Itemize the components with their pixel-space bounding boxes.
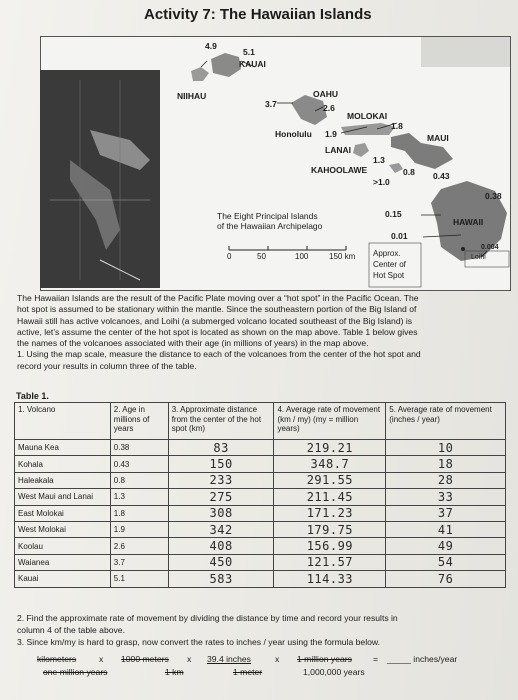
paragraph-line: Hawaii still has active volcanoes, and Loihi (a submerged volcano located southeast of the Big Island) is bbox=[17, 315, 413, 326]
hotspot-label-3: Hot Spot bbox=[373, 271, 405, 280]
age-cell: 0.38 bbox=[110, 440, 168, 456]
niihau-age: 4.9 bbox=[205, 41, 217, 51]
age-cell: 5.1 bbox=[110, 571, 168, 587]
table-row bbox=[15, 456, 506, 472]
hawaii-label: HAWAII bbox=[453, 217, 484, 227]
rate-in-cell: 37 bbox=[386, 505, 506, 521]
formula-result: _____ inches/year bbox=[387, 654, 458, 664]
age-cell: 1.9 bbox=[110, 521, 168, 537]
rate-km-cell: 121.57 bbox=[274, 554, 386, 570]
hotspot-marker bbox=[461, 247, 465, 251]
distance-cell: 308 bbox=[168, 505, 274, 521]
distance-cell: 275 bbox=[168, 489, 274, 505]
rate-in-cell: 54 bbox=[386, 554, 506, 570]
table-body bbox=[15, 440, 506, 588]
volcano-cell: West Molokai bbox=[15, 521, 111, 537]
formula-1-km: 1 km bbox=[165, 667, 184, 677]
loihi-label: Loihi bbox=[471, 254, 486, 261]
rate-in-cell: 10 bbox=[386, 440, 506, 456]
kahoolawe-label: KAHOOLAWE bbox=[311, 165, 368, 175]
paragraph-line: the names of the volcanoes associated with their age (in millions of years) in the map above. bbox=[17, 338, 369, 349]
oahu-island bbox=[291, 95, 327, 125]
paragraph-line: The Hawaiian Islands are the result of the Pacific Plate moving over a “hot spot” in the Pacific Ocean. The bbox=[17, 293, 419, 303]
table-label: Table 1. bbox=[16, 391, 49, 401]
table-row bbox=[15, 489, 506, 505]
hotspot-label-2: Center of bbox=[373, 260, 406, 269]
volcano-cell: Mauna Kea bbox=[15, 440, 111, 456]
question-2-line: column 4 of the table above. bbox=[17, 625, 125, 635]
distance-cell: 583 bbox=[168, 571, 274, 587]
formula-39-4-inches: 39.4 inches bbox=[207, 654, 251, 664]
age-cell: 0.43 bbox=[110, 456, 168, 472]
formula-1000-meters: 1000 meters bbox=[121, 654, 169, 664]
age-cell: 1.8 bbox=[110, 505, 168, 521]
questions bbox=[17, 612, 507, 648]
pacific-inset-map bbox=[40, 70, 160, 288]
table-row bbox=[15, 472, 506, 488]
maui-age-b: 0.43 bbox=[433, 171, 450, 181]
map-caption-1: The Eight Principal Islands bbox=[217, 211, 318, 221]
volcano-table bbox=[14, 402, 506, 588]
table-row bbox=[15, 571, 506, 587]
table-row bbox=[15, 505, 506, 521]
formula-times: x bbox=[275, 654, 280, 664]
distance-cell: 408 bbox=[168, 538, 274, 554]
oahu-west-age: 3.7 bbox=[265, 99, 277, 109]
maui-age-a: 0.8 bbox=[403, 167, 415, 177]
volcano-cell: Kohala bbox=[15, 456, 111, 472]
page-title: Activity 7: The Hawaiian Islands bbox=[144, 6, 372, 23]
table-row bbox=[15, 521, 506, 537]
rate-in-cell: 33 bbox=[386, 489, 506, 505]
rate-km-cell: 348.7 bbox=[274, 456, 386, 472]
formula-times: x bbox=[187, 654, 192, 664]
rate-km-cell: 114.33 bbox=[274, 571, 386, 587]
header-volcano: 1. Volcano bbox=[15, 403, 111, 440]
hawaii-age-a: 0.38 bbox=[485, 191, 502, 201]
formula-times: x bbox=[99, 654, 104, 664]
rate-in-cell: 76 bbox=[386, 571, 506, 587]
lanai-island bbox=[353, 143, 369, 157]
rate-km-cell: 156.99 bbox=[274, 538, 386, 554]
age-cell: 2.6 bbox=[110, 538, 168, 554]
volcano-cell: West Maui and Lanai bbox=[15, 489, 111, 505]
question-3: 3. Since km/my is hard to grasp, now convert the rates to inches / year using the formula below. bbox=[17, 637, 381, 647]
table-row bbox=[15, 554, 506, 570]
honolulu-label: Honolulu bbox=[275, 129, 312, 139]
rate-km-cell: 219.21 bbox=[274, 440, 386, 456]
header-distance: 3. Approximate distance from the center of the hot spot (km) bbox=[168, 403, 274, 440]
formula-kilometers: kilometers bbox=[37, 654, 77, 664]
table-row bbox=[15, 538, 506, 554]
formula-1-million-years: 1 million years bbox=[297, 654, 352, 664]
age-cell: 0.8 bbox=[110, 472, 168, 488]
rate-in-cell: 49 bbox=[386, 538, 506, 554]
distance-cell: 83 bbox=[168, 440, 274, 456]
rate-in-cell: 28 bbox=[386, 472, 506, 488]
age-cell: 1.3 bbox=[110, 489, 168, 505]
kauai-island bbox=[211, 53, 241, 77]
distance-cell: 342 bbox=[168, 521, 274, 537]
paragraph-line: 1. Using the map scale, measure the distance to each of the volcanoes from the center of the hot spot and bbox=[17, 349, 421, 360]
lanai-label: LANAI bbox=[325, 145, 351, 155]
molokai-island bbox=[341, 123, 395, 135]
header-rate-in: 5. Average rate of movement (inches / year) bbox=[386, 403, 506, 440]
maui-label: MAUI bbox=[427, 133, 449, 143]
formula-1000000-years: 1,000,000 years bbox=[303, 667, 365, 677]
hawaii-age-b: 0.15 bbox=[385, 209, 402, 219]
volcano-cell: Kauai bbox=[15, 571, 111, 587]
kahoolawe-island bbox=[389, 163, 403, 173]
volcano-cell: East Molokai bbox=[15, 505, 111, 521]
kauai-age: 5.1 bbox=[243, 47, 255, 57]
paragraph-line: hot spot is assumed to be stationary within the mantle. Since the southeastern portion of the Big Island of bbox=[17, 304, 417, 315]
rate-km-cell: 179.75 bbox=[274, 521, 386, 537]
honolulu-age: 1.9 bbox=[325, 129, 337, 139]
rate-km-cell: 171.23 bbox=[274, 505, 386, 521]
rate-km-cell: 211.45 bbox=[274, 489, 386, 505]
rate-in-cell: 41 bbox=[386, 521, 506, 537]
volcano-cell: Koolau bbox=[15, 538, 111, 554]
map-caption-2: of the Hawaiian Archipelago bbox=[217, 221, 323, 231]
rate-in-cell: 18 bbox=[386, 456, 506, 472]
scale-100: 100 bbox=[295, 252, 309, 261]
formula-equals: = bbox=[373, 654, 379, 664]
distance-cell: 233 bbox=[168, 472, 274, 488]
header-rate-km: 4. Average rate of movement (km / my) (my = million years) bbox=[274, 403, 386, 440]
niihau-island bbox=[191, 67, 209, 81]
rate-km-cell: 291.55 bbox=[274, 472, 386, 488]
distance-cell: 150 bbox=[168, 456, 274, 472]
molokai-age: 1.8 bbox=[391, 121, 403, 131]
paragraph-line: record your results in column three of the table. bbox=[17, 360, 197, 371]
scale-150: 150 km bbox=[329, 252, 356, 261]
question-2-line: 2. Find the approximate rate of movement by dividing the distance by time and record your results in bbox=[17, 613, 398, 623]
scale-50: 50 bbox=[257, 252, 266, 261]
scale-0: 0 bbox=[227, 252, 232, 261]
table-row bbox=[15, 440, 506, 456]
lanai-age: 1.3 bbox=[373, 155, 385, 165]
volcano-cell: Haleakala bbox=[15, 472, 111, 488]
kahoolawe-age: >1.0 bbox=[373, 177, 390, 187]
molokai-label: MOLOKAI bbox=[347, 111, 388, 121]
oahu-label: OAHU bbox=[313, 89, 339, 99]
distance-cell: 450 bbox=[168, 554, 274, 570]
formula-1-meter: 1 meter bbox=[233, 667, 263, 677]
age-cell: 3.7 bbox=[110, 554, 168, 570]
loihi-age: 0.004 bbox=[481, 244, 499, 251]
kauai-label: KAUAI bbox=[239, 59, 266, 69]
volcano-cell: Waianea bbox=[15, 554, 111, 570]
header-age: 2. Age in millions of years bbox=[110, 403, 168, 440]
formula-one-million-years: one million years bbox=[43, 667, 108, 677]
hawaii-age-c: 0.01 bbox=[391, 231, 408, 241]
inset-drawing bbox=[40, 70, 160, 288]
hotspot-label-1: Approx. bbox=[373, 249, 401, 258]
oahu-east-age: 2.6 bbox=[323, 103, 335, 113]
paragraph-line: active, let’s assume the center of the hot spot is located as shown on the map above. Table 1 below gives bbox=[17, 326, 418, 337]
intro-paragraph bbox=[17, 293, 507, 372]
niihau-label: NIIHAU bbox=[177, 91, 207, 101]
